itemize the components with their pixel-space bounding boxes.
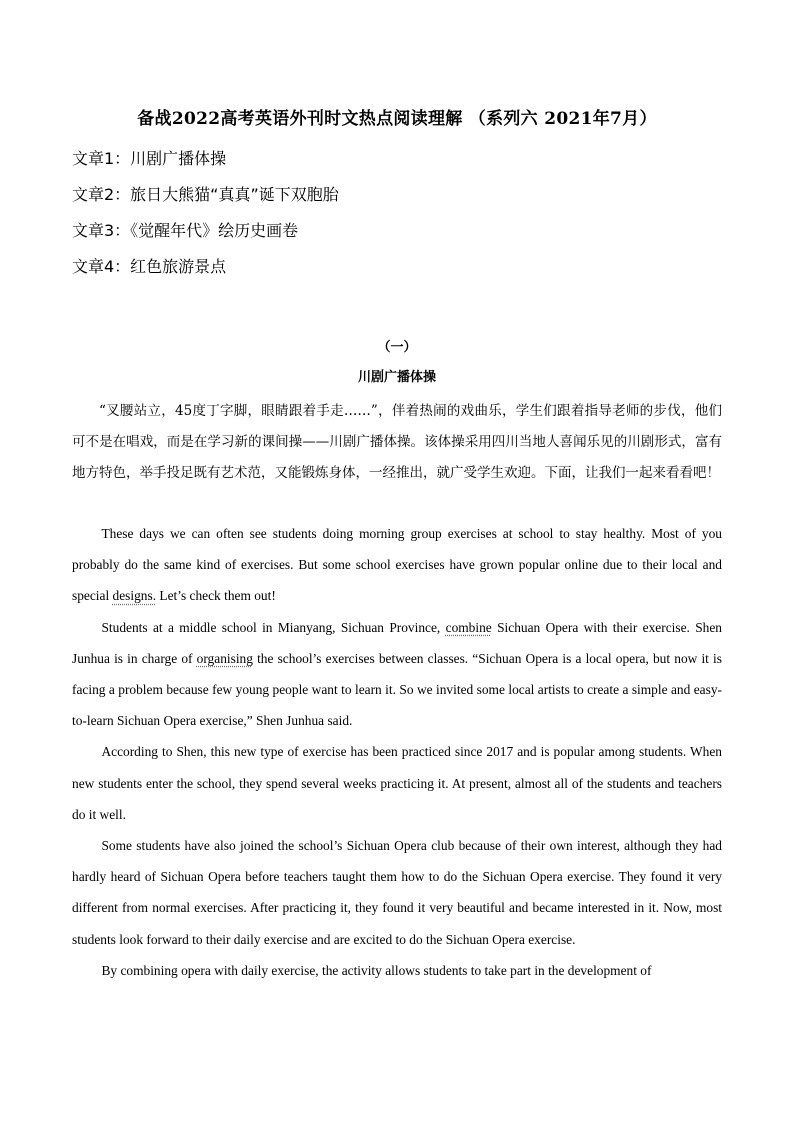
paragraph-2: [72, 612, 722, 737]
intro-paragraph: “叉腰站立，45度丁字脚，眼睛跟着手走……”，伴着热闹的戏曲乐，学生们跟着指导老师的步伐，他们可不是在唱戏，而是在学习新的课间操——川剧广播体操。该体操采用四川当地人喜闻乐见的川剧形式，富有地方特色，举手投足既有艺术范，又能锻炼身体，一经推出，就广受学生欢迎。下面，让我们一起来看看吧！: [72, 403, 722, 481]
paragraph-2-text-c: Sichuan Opera with their exercise. Shen Junhua is in charge of: [72, 619, 722, 666]
paragraph-1-text-a: These days we can often see students doing morning group exercises at school to stay healthy. Most of you probably do the same kind of exercises. But some school exercises have grown popular online due to their local and special: [72, 526, 722, 604]
section-number: （一）: [377, 340, 417, 355]
paragraph-2-text-a: Students at a middle school in Mianyang, Sichuan Province,: [101, 619, 446, 635]
toc-item-1: 文章1：川剧广播体操: [72, 149, 227, 168]
word-combine: combine: [445, 619, 492, 635]
toc-item-3: 文章3：《觉醒年代》绘历史画卷: [72, 221, 299, 240]
section-title: 川剧广播体操: [357, 370, 436, 385]
document-title: 备战2022高考英语外刊时文热点阅读理解 （系列六 2021年7月）: [137, 109, 657, 129]
paragraph-5: By combining opera with daily exercise, the activity allows students to take part in the development of: [101, 962, 652, 978]
word-designs: designs.: [112, 588, 157, 604]
paragraph-3: According to Shen, this new type of exercise has been practiced since 2017 and is popular among students. When new students enter the school, they spend several weeks practicing it. At present, almost all of the students and teachers do it well.: [72, 744, 722, 822]
chinese-intro: [72, 396, 722, 489]
paragraph-2-text-e: the school’s exercises between classes. “Sichuan Opera is a local opera, but now it is facing a problem because few young people want to learn it. So we invited some local artists to create a simple and easy-to-learn Sichuan Opera exercise,” Shen Junhua said.: [72, 650, 722, 729]
table-of-contents: [72, 148, 339, 292]
word-organising: organising: [196, 650, 253, 666]
paragraph-4: Some students have also joined the school’s Sichuan Opera club because of their own interest, although they had hardly heard of Sichuan Opera before teachers taught them how to do the Sichuan Opera exercise. They found it very different from normal exercises. After practicing it, they found it very beautiful and became interested in it. Now, most students look forward to their daily exercise and are excited to do the Sichuan Opera exercise.: [72, 838, 722, 947]
paragraph-1-text-c: Let’s check them out!: [156, 588, 276, 604]
paragraph-1: [72, 518, 722, 612]
toc-item-2: 文章2：旅日大熊猫“真真”诞下双胞胎: [72, 185, 339, 204]
toc-item-4: 文章4：红色旅游景点: [72, 257, 227, 276]
article-body: [72, 518, 722, 986]
